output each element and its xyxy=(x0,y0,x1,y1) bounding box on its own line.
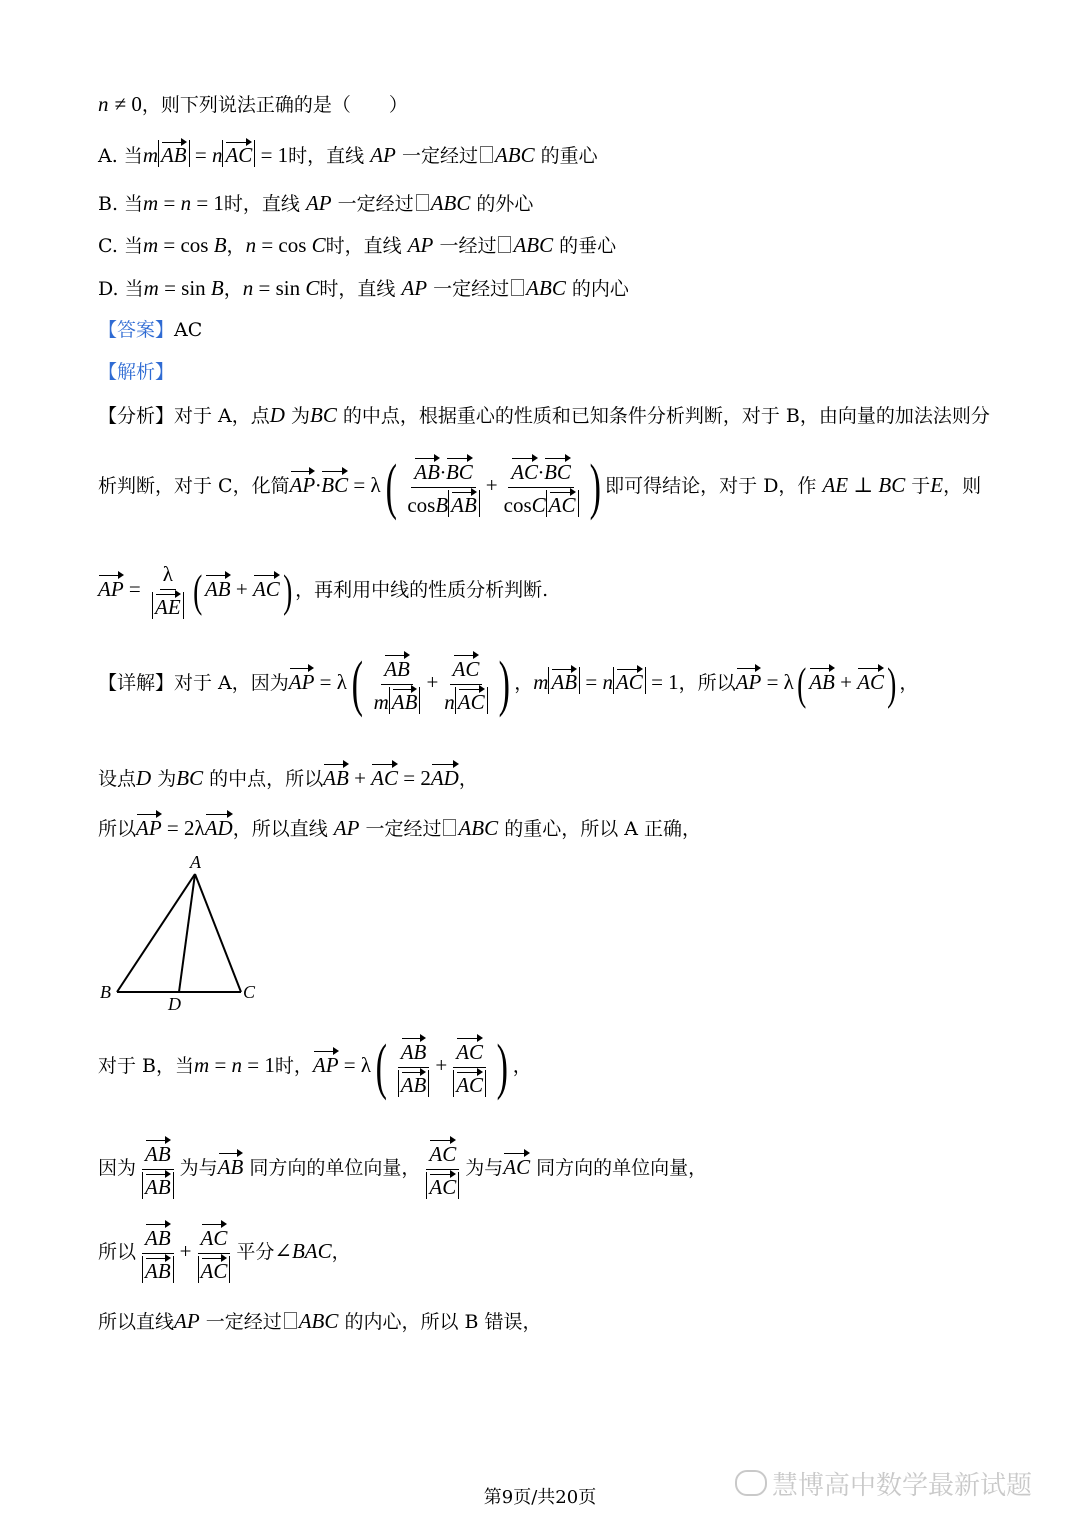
triangle-symbol-icon xyxy=(284,1312,297,1329)
answer-value: AC xyxy=(174,319,203,341)
watermark-text: 慧博高中数学最新试题 xyxy=(772,1471,1033,1501)
option-b: B. 当m = n = 1时，直线 AP 一定经过 ABC 的外心 xyxy=(98,191,534,215)
fenxi-line-2: 析判断，对于 C，化简AP·BC = λ( $\frac{AB\cdot BC}{\text{cosB AB}}$ + $\frac{AC\cdot BC}{\text{cosC AC}}$ ) 即可得结论，对于 D，作 AE ⊥ BC 于E，则 xyxy=(98,453,982,522)
fenxi-line-3: AP = $\frac{\lambda}{AE}$ ( AB + AC) ，再利用中线的性质分析判断. xyxy=(98,562,549,620)
detail-line-3: 所以AP = 2λAD，所以直线 AP 一定经过 ABC 的重心，所以 A 正确， xyxy=(98,812,701,841)
option-d: D. 当m = sin B，n = sin C时，直线 AP 一定经过 ABC 的内心 xyxy=(98,276,629,300)
vertex-label-a: A xyxy=(190,852,201,872)
vertex-label-b: B xyxy=(100,982,111,1002)
bisect-line: 所以 $\frac{AB}{AB}$ + $\frac{AC}{AC}$ 平分∠BAC， xyxy=(98,1222,351,1284)
triangle-symbol-icon xyxy=(480,146,493,163)
triangle-symbol-icon xyxy=(498,236,511,253)
answer-line xyxy=(98,319,202,342)
detail-final-line: 所以直线AP 一定经过 ABC 的内心，所以 B 错误， xyxy=(98,1309,542,1333)
unit-vector-line: 因为 $\frac{AB}{AB}$ 为与AB 同方向的单位向量， $\frac{AC}{AC}$ 为与AC 同方向的单位向量， xyxy=(98,1138,707,1200)
answer-tag: 【答案】 xyxy=(98,319,175,341)
point-label-d: D xyxy=(168,994,181,1014)
page-number: 第9页/共20页 xyxy=(483,1487,597,1508)
detail-line-1: 【详解】对于 A，因为AP = λ( $\frac{AB}{\text{m AB}}$ + $\frac{AC}{\text{n AC}}$ ) ，m AB = n AC = 1，所以AP = λ( AB + AC) ， xyxy=(98,650,919,719)
triangle-symbol-icon xyxy=(511,279,524,296)
detail-b-line: 对于 B，当m = n = 1时，AP = λ( $\frac{AB}{AB}$ + $\frac{AC}{AC}$ ) ， xyxy=(98,1033,532,1101)
triangle-symbol-icon xyxy=(416,194,429,211)
analysis-tag: 【解析】 xyxy=(98,361,175,383)
option-a: A. 当m AB = n AC = 1时，直线 AP 一定经过 ABC 的重心 xyxy=(98,140,598,168)
triangle-symbol-icon xyxy=(443,819,456,836)
triangle-figure xyxy=(95,852,270,1017)
option-c: C. 当m = cos B，n = cos C时，直线 AP 一经过 ABC 的垂心 xyxy=(98,233,617,257)
question-intro: n ≠ 0，则下列说法正确的是（ ） xyxy=(98,92,408,116)
detail-line-2: 设点D 为BC 的中点，所以AB + AC = 2AD， xyxy=(98,762,478,791)
vertex-label-c: C xyxy=(243,982,256,1002)
fenxi-line-1: 【分析】对于 A，点D 为BC 的中点，根据重心的性质和已知条件分析判断，对于 B，由向量的加法法则分 xyxy=(98,403,990,427)
